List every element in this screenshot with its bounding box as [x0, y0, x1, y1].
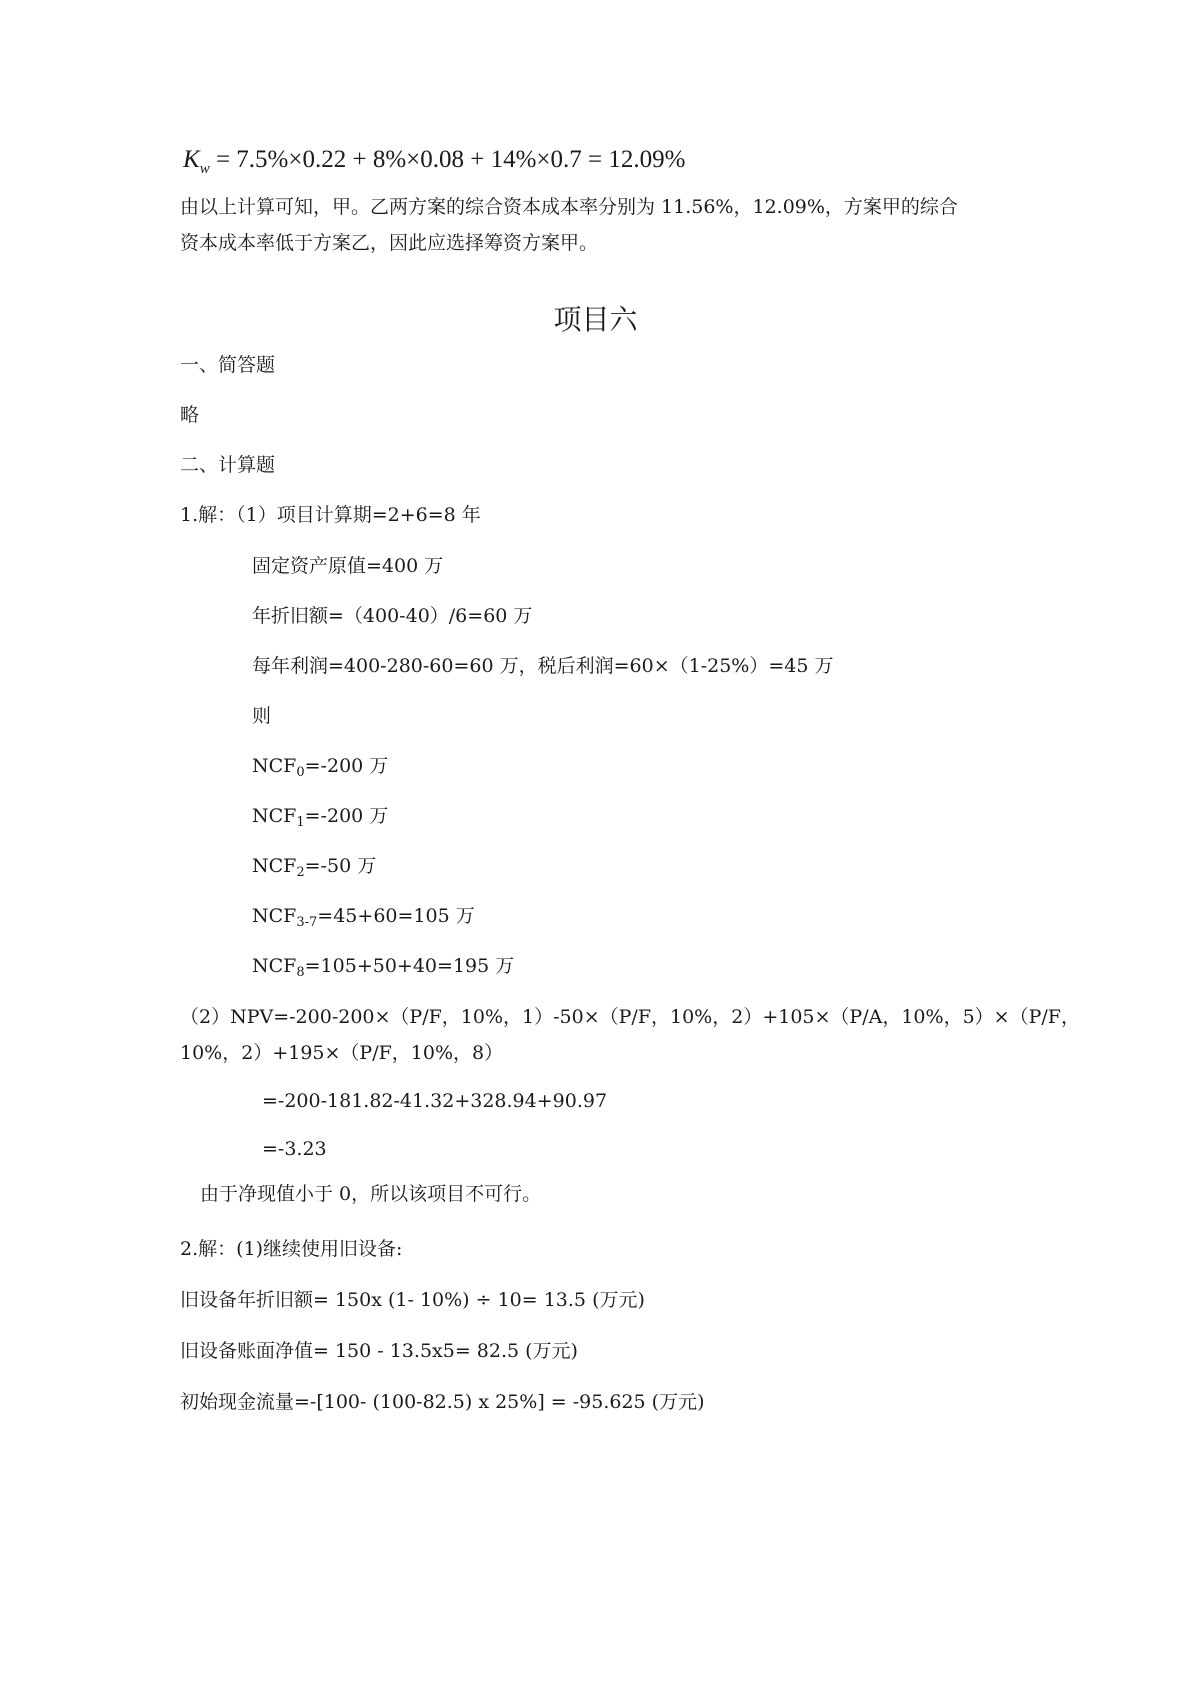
- q2-depreciation: 旧设备年折旧额= 150x (1- 10%) ÷ 10= 13.5 (万元): [180, 1289, 645, 1311]
- q1-fixed-asset: 固定资产原值=400 万: [252, 555, 444, 577]
- q2-book-value: 旧设备账面净值= 150 - 13.5x5= 82.5 (万元): [180, 1340, 578, 1362]
- ncf-line: [252, 903, 475, 936]
- ncf-value: =-50 万: [304, 855, 377, 877]
- q2-intro: 2.解：(1)继续使用旧设备:: [180, 1238, 403, 1260]
- ncf-label: NCF: [252, 905, 297, 927]
- ncf-line: [252, 753, 388, 786]
- npv-result: =-3.23: [262, 1138, 327, 1160]
- ncf-subscript: 8: [296, 965, 305, 980]
- q1-depreciation: 年折旧额=（400-40）/6=60 万: [252, 605, 533, 627]
- formula-expression: = 7.5%×0.22 + 8%×0.08 + 14%×0.7 = 12.09%: [209, 146, 686, 173]
- ncf-value: =-200 万: [304, 755, 389, 777]
- ncf-label: NCF: [252, 855, 297, 877]
- npv-line-2: 10%，2）+195×（P/F，10%，8）: [180, 1042, 504, 1064]
- part1-heading: 一、简答题: [180, 354, 276, 376]
- section-title: 项目六: [553, 303, 638, 336]
- ncf-value: =105+50+40=195 万: [304, 955, 515, 977]
- conclusion-line-1: 由以上计算可知，甲。乙两方案的综合资本成本率分别为 11.56%，12.09%，方案甲的综合: [180, 196, 958, 218]
- ncf-subscript: 0: [296, 765, 305, 780]
- npv-conclusion: 由于净现值小于 0，所以该项目不可行。: [200, 1183, 542, 1205]
- ncf-line: [252, 803, 388, 836]
- q1-then: 则: [252, 705, 272, 727]
- ncf-line: [252, 953, 514, 986]
- ncf-subscript: 3-7: [296, 915, 318, 930]
- npv-line-1: （2）NPV=-200-200×（P/F，10%，1）-50×（P/F，10%，2）+105×（P/A，10%，5）×（P/F，: [180, 1006, 1080, 1028]
- q2-initial-cash-flow: 初始现金流量=-[100- (100-82.5) x 25%] = -95.625 (万元): [180, 1391, 705, 1413]
- part2-heading: 二、计算题: [180, 454, 276, 476]
- conclusion-line-2: 资本成本率低于方案乙，因此应选择筹资方案甲。: [180, 232, 599, 254]
- ncf-subscript: 2: [296, 865, 305, 880]
- formula-variable: K: [183, 146, 200, 173]
- ncf-label: NCF: [252, 955, 297, 977]
- ncf-label: NCF: [252, 755, 297, 777]
- ncf-line: [252, 853, 376, 886]
- npv-calculation: =-200-181.82-41.32+328.94+90.97: [262, 1090, 608, 1112]
- ncf-value: =-200 万: [304, 805, 389, 827]
- formula-subscript: w: [199, 161, 210, 177]
- weighted-cost-formula: [183, 144, 685, 185]
- ncf-subscript: 1: [296, 815, 305, 830]
- q1-intro: 1.解：（1）项目计算期=2+6=8 年: [180, 504, 481, 526]
- q1-profit: 每年利润=400-280-60=60 万，税后利润=60×（1-25%）=45 万: [252, 655, 834, 677]
- ncf-label: NCF: [252, 805, 297, 827]
- part1-answer: 略: [180, 404, 200, 426]
- ncf-value: =45+60=105 万: [317, 905, 475, 927]
